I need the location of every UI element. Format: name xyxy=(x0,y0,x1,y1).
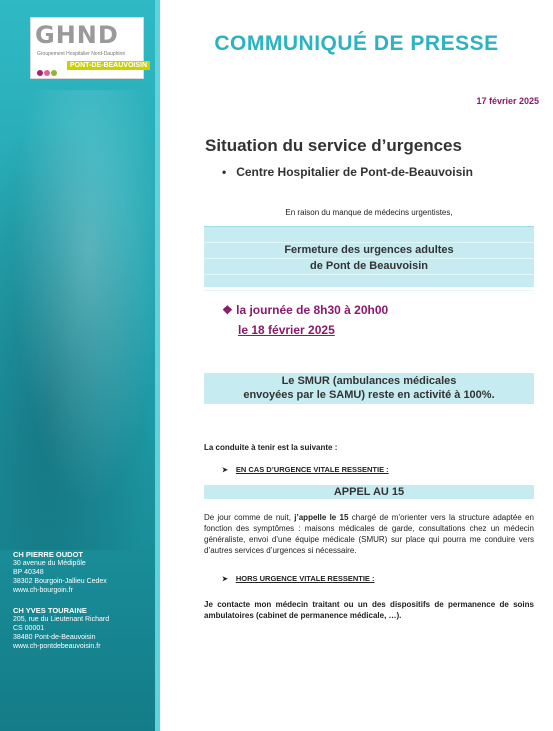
surgeons-photo xyxy=(0,90,160,550)
centre-name: Centre Hospitalier de Pont-de-Beauvoisin xyxy=(236,165,473,179)
contact-line: 30 avenue du Médipôle xyxy=(13,560,86,567)
contact-line: BP 40348 xyxy=(13,569,44,576)
case-vital-label: EN CAS D’URGENCE VITALE RESSENTIE : xyxy=(235,465,389,474)
para1-end: chargé de m’orienter vers la structure adaptée en fonction des symptômes : maisons médicales de garde, consultations chez un médecin généraliste, envoi d’une équipe médicale (SMUR) sur place qui pourra me conduire vers d’autres services d’urgences si nécessaire. xyxy=(204,513,534,555)
contact-name: CH YVES TOURAINE xyxy=(13,606,87,615)
contact-website-link[interactable]: www.ch-bourgoin.fr xyxy=(13,587,73,594)
closure-hours: la journée de 8h30 à 20h00 xyxy=(236,303,389,317)
logo-place: PONT-DE-BEAUVOISIN xyxy=(67,61,150,70)
contact-line: 38480 Pont-de-Beauvoisin xyxy=(13,634,96,641)
contact-line: CS 00001 xyxy=(13,625,45,632)
smur-line-1: Le SMUR (ambulances médicales xyxy=(281,375,457,387)
closure-line-2: de Pont de Beauvoisin xyxy=(204,259,534,275)
logo-dot-2 xyxy=(44,70,50,76)
case-vital-heading xyxy=(222,465,389,474)
sidebar-stripe xyxy=(155,0,160,731)
non-vital-paragraph: Je contacte mon médecin traitant ou un des dispositifs de permanence de soins ambulatoires (cabinet de permanence médicale, …). xyxy=(204,600,534,620)
case-nonvital-label: HORS URGENCE VITALE RESSENTIE : xyxy=(235,574,375,583)
para1-bold: j’appelle le 15 xyxy=(294,513,349,522)
call-15-box: APPEL AU 15 xyxy=(204,485,534,499)
centre-heading xyxy=(222,165,473,179)
arrow-icon: ➤ xyxy=(222,467,228,474)
closure-time xyxy=(222,300,388,340)
case-nonvital-heading xyxy=(222,574,375,583)
sidebar-banner xyxy=(0,0,160,731)
contact-line: 38302 Bourgoin-Jallieu Cedex xyxy=(13,578,107,585)
logo-mark: GHND xyxy=(35,21,119,49)
conduct-intro: La conduite à tenir est la suivante : xyxy=(204,443,338,452)
smur-box xyxy=(204,373,534,404)
logo-dots xyxy=(37,63,67,71)
contact-ch-pierre-oudot xyxy=(13,550,153,595)
contact-ch-yves-touraine xyxy=(13,606,153,651)
contact-line: 205, rue du Lieutenant Richard xyxy=(13,616,110,623)
intro-text: En raison du manque de médecins urgentistes, xyxy=(285,208,453,217)
closure-box xyxy=(204,226,534,287)
press-date: 17 février 2025 xyxy=(476,96,539,106)
ghnd-logo xyxy=(30,17,148,79)
vital-emergency-paragraph xyxy=(204,512,534,556)
para1-start: De jour comme de nuit, xyxy=(204,513,295,522)
diamond-bullet-icon: ❖ xyxy=(222,303,233,317)
bullet-icon: • xyxy=(222,165,227,179)
smur-line-2: envoyées par le SAMU) reste en activité à 100%. xyxy=(243,389,495,401)
contact-website-link[interactable]: www.ch-pontdebeauvoisin.fr xyxy=(13,643,101,650)
closure-box-spacer xyxy=(204,227,534,243)
arrow-icon: ➤ xyxy=(222,576,228,583)
service-heading: Situation du service d’urgences xyxy=(205,136,462,155)
page-title: COMMUNIQUÉ DE PRESSE xyxy=(214,32,499,55)
logo-dot-3 xyxy=(51,70,57,76)
closure-date: le 18 février 2025 xyxy=(238,323,335,337)
closure-box-spacer xyxy=(204,275,534,291)
closure-line-1: Fermeture des urgences adultes xyxy=(204,243,534,259)
logo-subtitle: Groupement Hospitalier Nord-Dauphiné xyxy=(37,51,126,57)
logo-dot-1 xyxy=(37,70,43,76)
contact-name: CH PIERRE OUDOT xyxy=(13,550,84,559)
